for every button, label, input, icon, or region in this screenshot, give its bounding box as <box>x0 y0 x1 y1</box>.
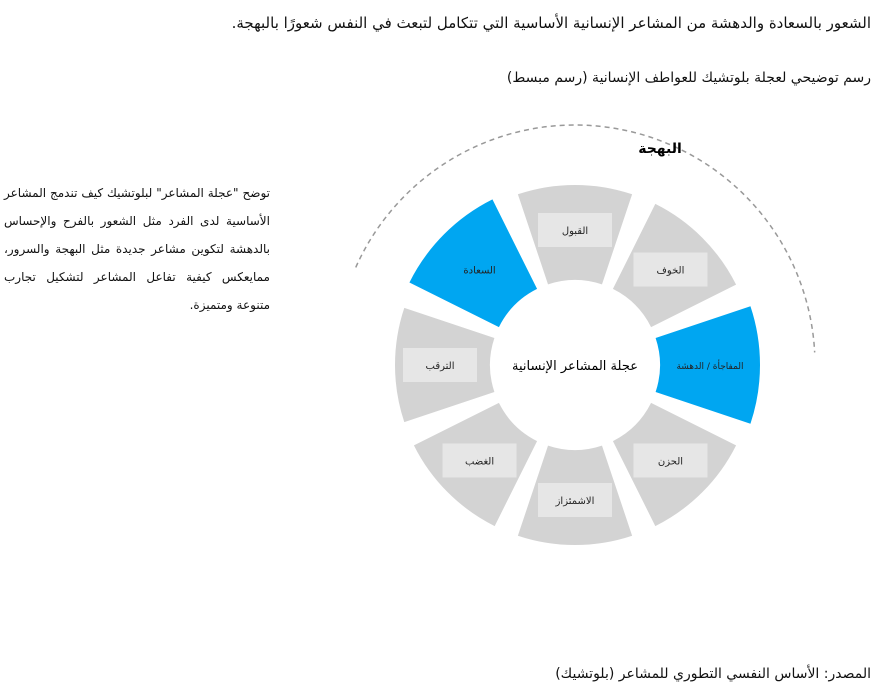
segment-label: المفاجأة / الدهشة <box>676 362 744 372</box>
wheel-segment <box>656 306 760 423</box>
segment-label: القبول <box>561 226 589 237</box>
wheel-center-label: عجلة المشاعر الإنسانية <box>512 359 638 374</box>
segment-label: الترقب <box>425 361 455 372</box>
wheel-segment <box>613 204 736 327</box>
wheel-segment <box>613 403 736 526</box>
wheel-segment <box>409 199 537 327</box>
source-citation: المصدر: الأساس النفسي التطوري للمشاعر (بلوتشيك) <box>555 666 871 682</box>
wheel-segment <box>518 446 632 545</box>
wheel-segment <box>414 403 537 526</box>
wheel-segment <box>395 308 494 422</box>
combined-emotion-label: البهجة <box>638 141 682 157</box>
segment-label: الاشمئزاز <box>555 496 595 507</box>
headline-text: الشعور بالسعادة والدهشة من المشاعر الإنسانية الأساسية التي تتكامل لتبعث في النفس شعورًا بالبهجة. <box>231 14 871 32</box>
emotion-wheel-diagram <box>360 100 820 560</box>
segment-label: الغضب <box>464 456 495 468</box>
description-text: توضح "عجلة المشاعر" لبلوتشيك كيف تندمج المشاعر الأساسية لدى الفرد مثل الشعور بالفرح والإحساس بالدهشة لتكوين مشاعر جديدة مثل البهجة والسرور، ممايعكس كيفية تفاعل المشاعر لتشكيل تجارب متنوعة ومتميزة. <box>4 186 270 312</box>
diagram-subtitle: رسم توضيحي لعجلة بلوتشيك للعواطف الإنسانية (رسم مبسط) <box>506 70 871 86</box>
wheel-segment <box>518 185 632 284</box>
segment-label: الخوف <box>656 265 685 277</box>
segment-label: السعادة <box>463 265 496 277</box>
wheel-segment-shape <box>409 199 537 327</box>
segment-label: الحزن <box>657 456 684 468</box>
